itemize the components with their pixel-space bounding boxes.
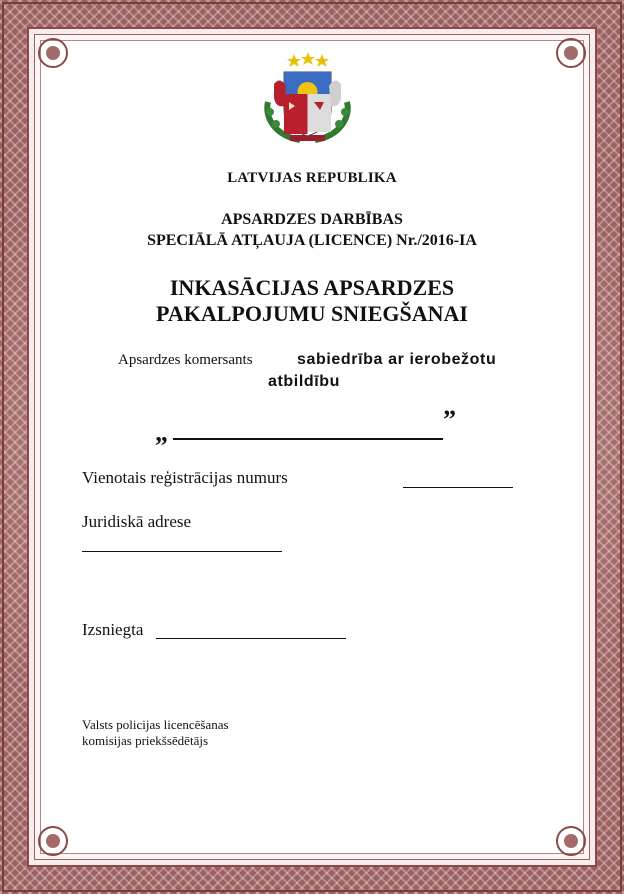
corner-ornament-icon xyxy=(549,31,593,75)
company-name-line2: atbildību xyxy=(268,373,341,390)
latvia-coat-of-arms-icon xyxy=(260,52,355,144)
signatory-title-line1: Valsts policijas licencēšanas xyxy=(82,717,229,732)
corner-ornament-icon xyxy=(31,31,75,75)
legal-address-label: Juridiskā adrese xyxy=(82,512,192,531)
company-name-blank-line xyxy=(173,438,443,440)
registration-number-blank-line xyxy=(403,487,513,488)
issued-date-blank-line xyxy=(156,638,346,639)
company-name-quote-open: „ xyxy=(155,418,168,447)
company-name-quote-close: ” xyxy=(443,405,456,434)
country-title: LATVIJAS REPUBLIKA xyxy=(227,170,397,186)
legal-address-blank-line xyxy=(82,551,282,552)
corner-ornament-icon xyxy=(549,819,593,863)
license-type-line2: SPECIĀLĀ ATĻAUJA (LICENCE) Nr./2016-IA xyxy=(147,232,477,249)
issued-label: Izsniegta xyxy=(82,620,144,639)
corner-ornament-icon xyxy=(31,819,75,863)
license-type-line1: APSARDZES DARBĪBAS xyxy=(221,211,403,228)
registration-number-label: Vienotais reģistrācijas numurs xyxy=(82,468,288,487)
document-title-line2: PAKALPOJUMU SNIEGŠANAI xyxy=(156,301,468,326)
company-name-line1: sabiedrība ar ierobežotu xyxy=(297,351,497,368)
company-label: Apsardzes komersants xyxy=(118,352,253,368)
document-title-line1: INKASĀCIJAS APSARDZES xyxy=(169,275,455,300)
signatory-title-line2: komisijas priekšsēdētājs xyxy=(82,733,209,748)
